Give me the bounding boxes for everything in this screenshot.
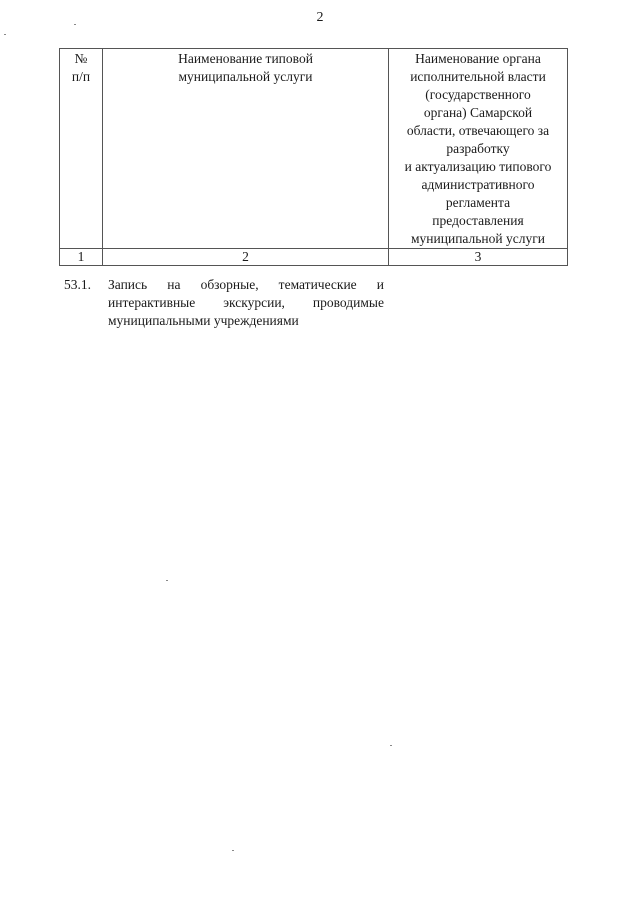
scan-speck [74,24,76,25]
header-line: п/п [71,69,91,84]
column-number-1: 1 [60,249,103,266]
header-line: муниципальной услуги [178,69,313,84]
scan-speck [166,580,168,581]
header-cell-responsible-body [389,49,568,249]
service-name: Запись на обзорные, тематические и интерактивные экскурсии, проводимые муниципальными учреждениями [108,277,384,328]
header-line: Наименование органа [415,51,541,66]
header-line: (государственного [425,87,531,102]
header-line: органа) Самарской [423,105,533,120]
header-cell-number [60,49,103,249]
column-number-2: 2 [103,249,389,266]
services-table [59,48,568,266]
header-cell-service-name [103,49,389,249]
header-line: регламента [445,195,511,210]
scan-speck [390,745,392,746]
table-header-row [60,49,568,249]
header-line: Наименование типовой [178,51,313,66]
page-number: 2 [316,10,324,25]
header-line: № [74,51,88,66]
header-line: предоставления [432,213,524,228]
column-number-row [60,249,568,266]
header-line: исполнительной власти [410,69,546,84]
header-line: разработку [446,141,510,156]
header-line: муниципальной услуги [411,231,545,246]
header-line: административного [421,177,535,192]
service-number: 53.1. [64,277,91,292]
scan-speck [4,34,6,35]
header-line: и актуализацию типового [404,159,552,174]
column-number-3: 3 [389,249,568,266]
scan-speck [232,850,234,851]
header-line: области, отвечающего за [406,123,550,138]
